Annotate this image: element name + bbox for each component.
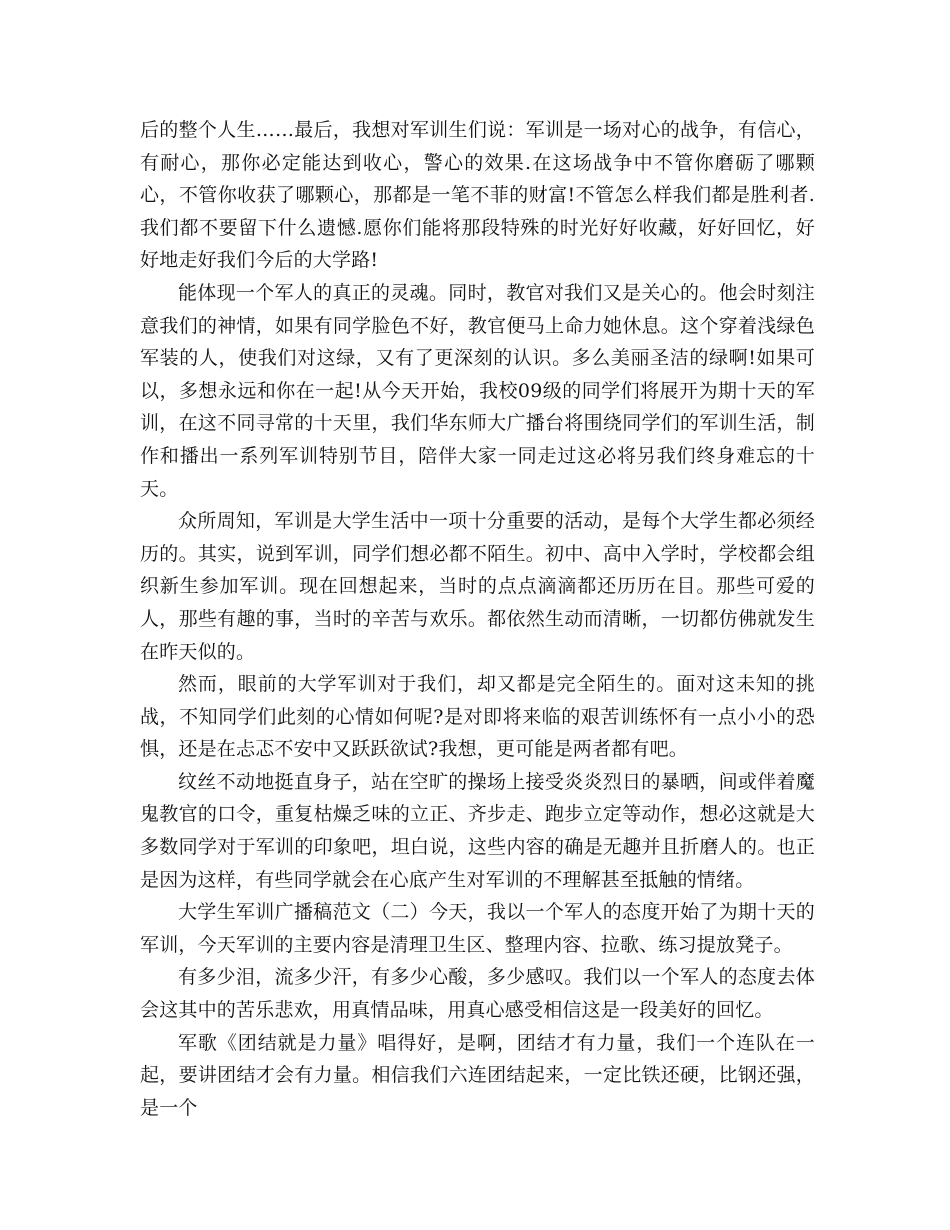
- paragraph-6: 大学生军训广播稿范文（二）今天，我以一个军人的态度开始了为期十天的军训，今天军训的主要内容是清理卫生区、整理内容、拉歌、练习提放凳子。: [140, 901, 815, 956]
- paragraph-3: 众所周知，军训是大学生活中一项十分重要的活动，是每个大学生都必须经历的。其实，说到军训，同学们想必都不陌生。初中、高中入学时，学校都会组织新生参加军训。现在回想起来，当时的点点滴滴都还历历在目。那些可爱的人，那些有趣的事，当时的辛苦与欢乐。都依然生动而清晰，一切都仿佛就发生在昨天似的。: [140, 510, 815, 663]
- paragraph-8: 军歌《团结就是力量》唱得好，是啊，团结才有力量，我们一个连队在一起，要讲团结才会有力量。相信我们六连团结起来，一定比铁还硬，比钢还强，是一个: [140, 1031, 815, 1119]
- paragraph-1: 后的整个人生……最后，我想对军训生们说：军训是一场对心的战争，有信心，有耐心，那你必定能达到收心，警心的效果.在这场战争中不管你磨砺了哪颗心，不管你收获了哪颗心，那都是一笔不菲的财富!不管怎么样我们都是胜利者.我们都不要留下什么遗憾.愿你们能将那段特殊的时光好好收藏，好好回忆，好好地走好我们今后的大学路!: [140, 119, 815, 272]
- paragraph-7: 有多少泪，流多少汗，有多少心酸，多少感叹。我们以一个军人的态度去体会这其中的苦乐悲欢，用真情品味，用真心感受相信这是一段美好的回忆。: [140, 966, 815, 1022]
- paragraph-4: 然而，眼前的大学军训对于我们，却又都是完全陌生的。面对这未知的挑战，不知同学们此刻的心情如何呢?是对即将来临的艰苦训练怀有一点小小的恐惧，还是在忐忑不安中又跃跃欲试?我想，更可能是两者都有吧。: [140, 673, 815, 761]
- document-body: [140, 114, 815, 1124]
- paragraph-2: 能体现一个军人的真正的灵魂。同时，教官对我们又是关心的。他会时刻注意我们的神情，如果有同学脸色不好，教官便马上命力她休息。这个穿着浅绿色军装的人，使我们对这绿，又有了更深刻的认识。多么美丽圣洁的绿啊!如果可以，多想永远和你在一起!从今天开始，我校09级的同学们将展开为期十天的军训，在这不同寻常的十天里，我们华东师大广播台将围绕同学们的军训生活，制作和播出一系列军训特别节目，陪伴大家一同走过这必将另我们终身难忘的十天。: [140, 281, 815, 500]
- paragraph-5: 纹丝不动地挺直身子，站在空旷的操场上接受炎炎烈日的暴晒，间或伴着魔鬼教官的口令，重复枯燥乏味的立正、齐步走、跑步立定等动作，想必这就是大多数同学对于军训的印象吧，坦白说，这些内容的确是无趣并且折磨人的。也正是因为这样，有些同学就会在心底产生对军训的不理解甚至抵触的情绪。: [140, 770, 815, 891]
